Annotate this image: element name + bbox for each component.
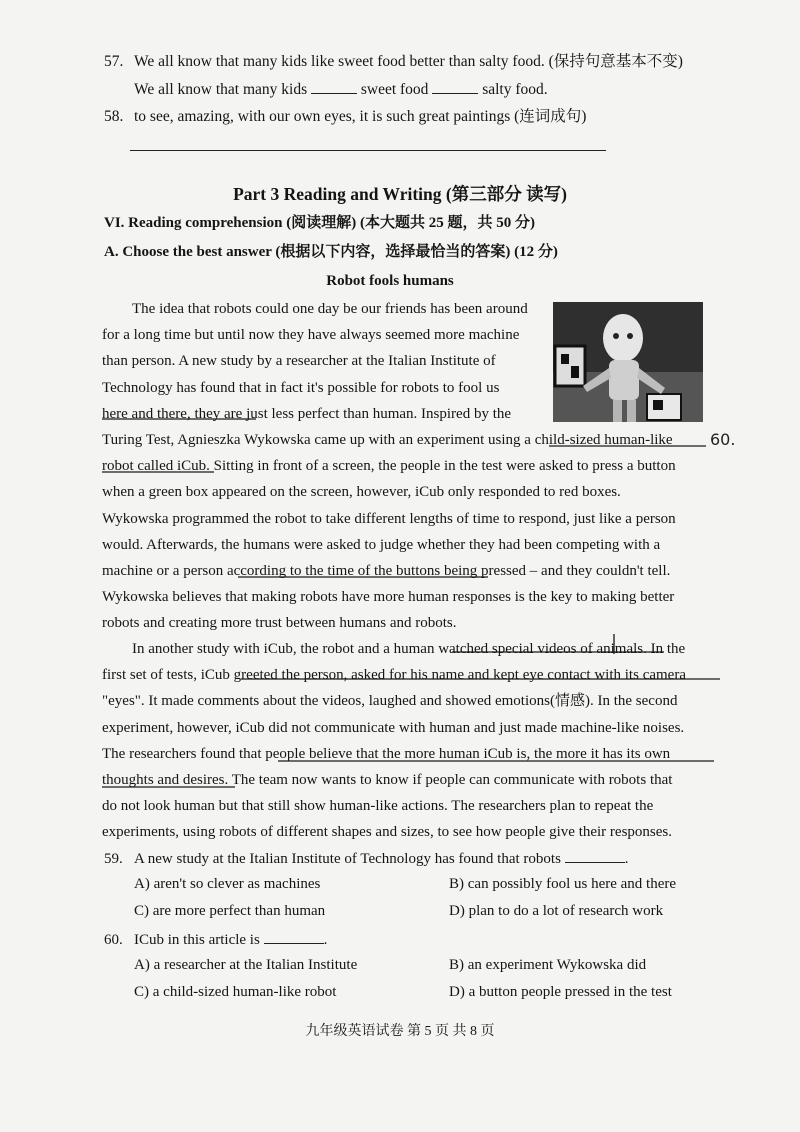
section-heading: VI. Reading comprehension (阅读理解) (本大题共 25 题，共 50 分) <box>104 215 535 231</box>
paragraph-line: for a long time but until now they have always seemed more machine <box>102 327 520 344</box>
question-number: 58. <box>104 108 124 125</box>
rewrite-part-c: salty food. <box>482 81 548 98</box>
paragraph-line: machine or a person according to the time of the buttons being pressed – and they couldn't tell. <box>102 563 671 580</box>
page-footer: 九年级英语试卷 第 5 页 共 8 页 <box>305 1024 495 1039</box>
paragraph-line: do not look human but that still show human-like actions. The researchers plan to repeat the <box>102 798 654 815</box>
paragraph-line: "eyes". It made comments about the videos, laughed and showed emotions(情感). In the second <box>102 693 678 710</box>
paragraph-line: In another study with iCub, the robot and a human watched special videos of animals. In the <box>132 641 686 657</box>
option-a[interactable]: A) a researcher at the Italian Institute <box>134 957 358 973</box>
question-text: to see, amazing, with our own eyes, it is such great paintings (连词成句) <box>134 108 587 125</box>
paragraph-line: here and there, they are just less perfect than human. Inspired by the <box>102 405 512 422</box>
question-60: 60. ICub in this article is . <box>104 929 327 950</box>
option-c[interactable]: C) a child-sized human-like robot <box>134 984 337 1000</box>
subsection-heading: A. Choose the best answer (根据以下内容，选择最恰当的答案) (12 分) <box>104 244 558 260</box>
answer-blank[interactable] <box>565 848 625 863</box>
rewrite-part-b: sweet food <box>360 81 429 98</box>
question-number: 59. <box>104 851 123 867</box>
option-b[interactable]: B) an experiment Wykowska did <box>449 957 647 973</box>
paragraph-line: experiment, however, iCub did not communicate with human and just made machine-like noises. <box>102 719 685 736</box>
paragraph-line: first set of tests, iCub greeted the person, asked for his name and kept eye contact with its camera <box>102 667 686 684</box>
paragraph-line: Wykowska believes that making robots have more human responses is the key to making better <box>102 589 675 606</box>
paragraph-line: robot called iCub. Sitting in front of a screen, the people in the test were asked to press a button <box>102 458 676 475</box>
rewrite-part-a: We all know that many kids <box>134 81 308 98</box>
paragraph-line: Wykowska programmed the robot to take different lengths of time to respond, just like a person <box>102 510 676 527</box>
paragraph-line: The idea that robots could one day be our friends has been around <box>132 301 528 317</box>
option-d[interactable]: D) a button people pressed in the test <box>449 984 672 1000</box>
handwritten-note: 60. <box>710 430 736 449</box>
option-a[interactable]: A) aren't so clever as machines <box>134 876 321 892</box>
paragraph-line: thoughts and desires. The team now wants to know if people can communicate with robots that <box>102 772 673 789</box>
paragraph-line: than person. A new study by a researcher at the Italian Institute of <box>102 353 496 370</box>
question-59: 59. A new study at the Italian Institute of Technology has found that robots . <box>104 848 628 869</box>
paragraph-line: experiments, using robots of different shapes and sizes, to see how people give their responses. <box>102 824 672 841</box>
paragraph-line: The researchers found that people believe that the more human iCub is, the more it has its own <box>102 745 671 762</box>
question-text: We all know that many kids like sweet food better than salty food. (保持句意基本不变) <box>134 53 683 70</box>
option-b[interactable]: B) can possibly fool us here and there <box>449 876 677 892</box>
article-title: Robot fools humans <box>326 273 454 289</box>
part-title: Part 3 Reading and Writing (第三部分 读写) <box>233 184 567 204</box>
paragraph-line: when a green box appeared on the screen, however, iCub only responded to red boxes. <box>102 484 621 501</box>
question-stem: A new study at the Italian Institute of Technology has found that robots <box>134 851 561 867</box>
paragraph-line: robots and creating more trust between humans and robots. <box>102 615 457 632</box>
question-number: 60. <box>104 932 123 948</box>
question-number: 57. <box>104 53 124 70</box>
option-c[interactable]: C) are more perfect than human <box>134 903 326 919</box>
paragraph-line: Technology has found that in fact it's possible for robots to fool us <box>102 379 500 396</box>
option-d[interactable]: D) plan to do a lot of research work <box>449 903 664 919</box>
answer-blank[interactable] <box>264 929 324 944</box>
paragraph-line: would. Afterwards, the humans were asked to judge whether they had been competing with a <box>102 536 661 553</box>
question-stem: ICub in this article is <box>134 932 260 948</box>
paragraph-line: Turing Test, Agnieszka Wykowska came up with an experiment using a child-sized human-like <box>102 432 673 449</box>
article-paragraph-2 <box>102 636 714 846</box>
